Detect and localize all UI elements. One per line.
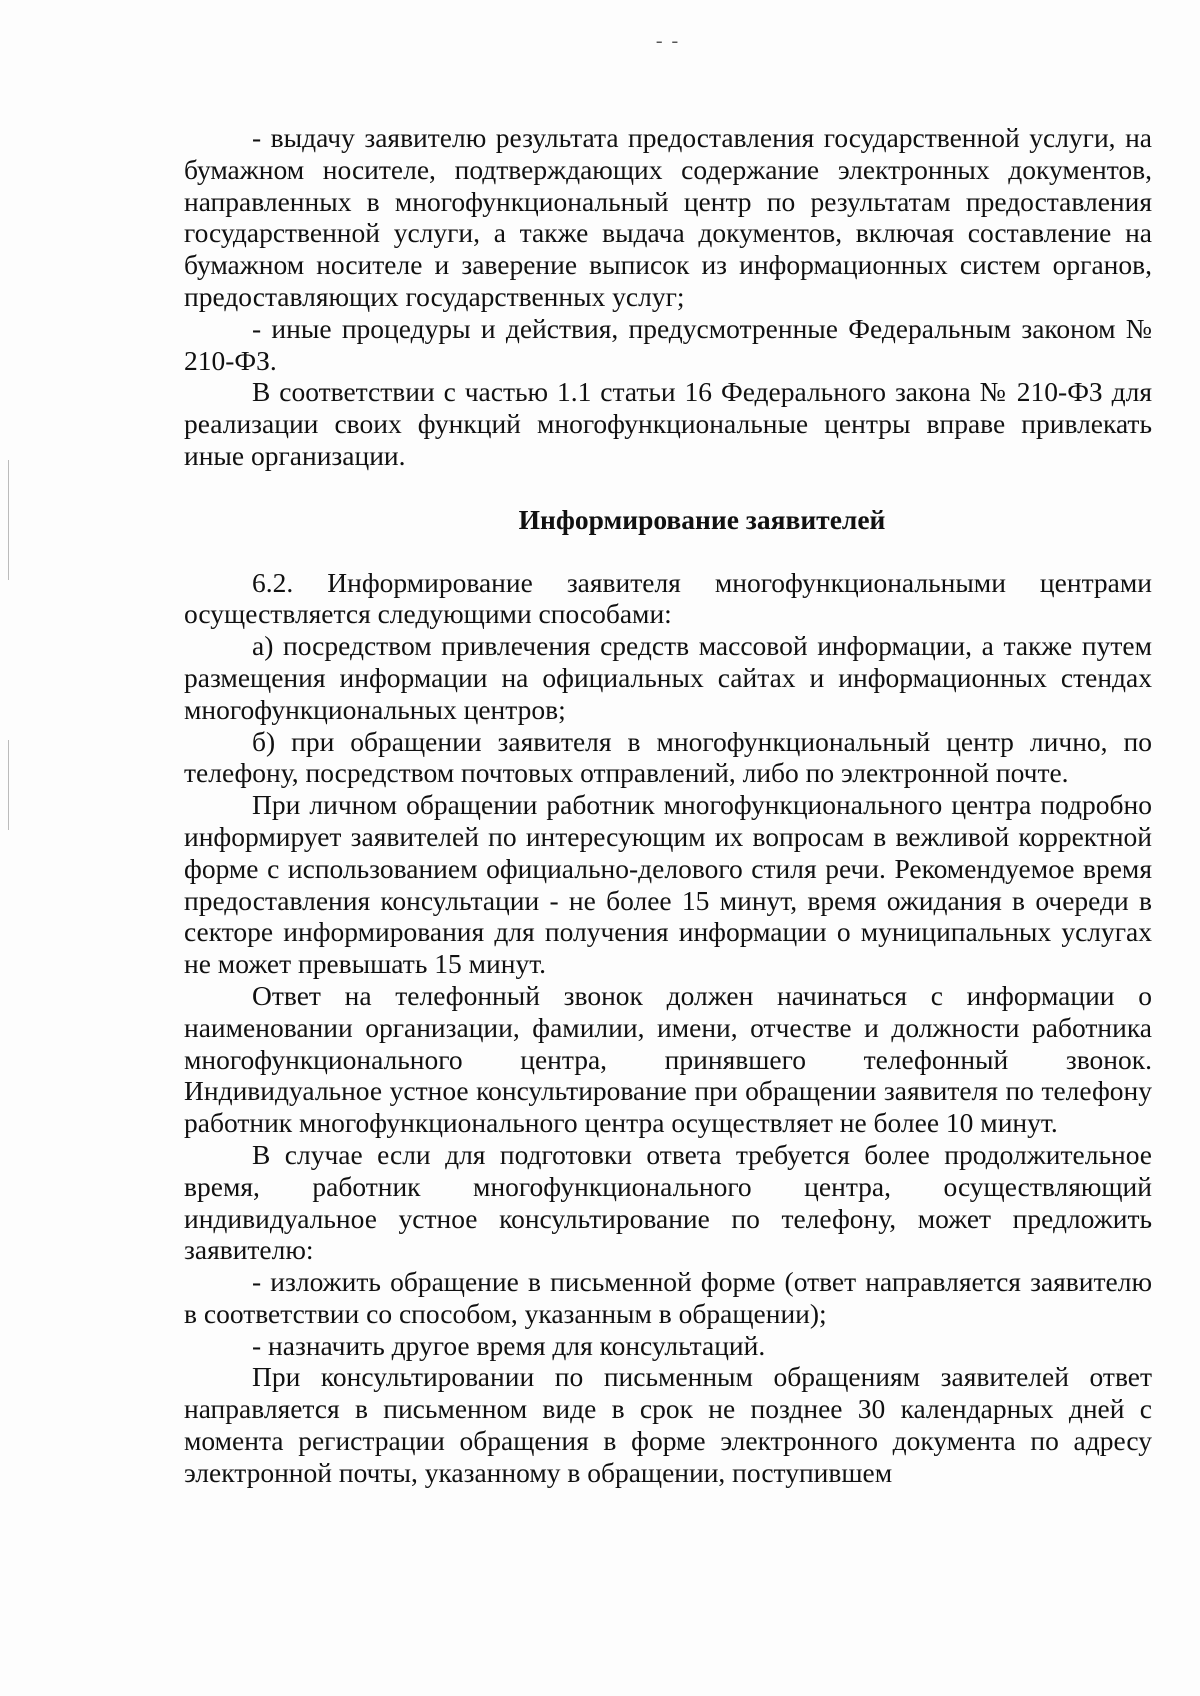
paragraph: а) посредством привлечения средств массовой информации, а также путем размещения информации на официальных сайтах и информационных стендах многофункциональных центров; — [184, 630, 1152, 725]
paragraph: - изложить обращение в письменной форме (ответ направляется заявителю в соответствии со способом, указанным в обращении); — [184, 1266, 1152, 1329]
spacer — [184, 536, 1152, 567]
section-heading: Информирование заявителей — [518, 503, 886, 535]
document-body — [184, 122, 1152, 1489]
paragraph: Ответ на телефонный звонок должен начинаться с информации о наименовании организации, фамилии, имени, отчестве и должности работника многофункционального центра, принявшего телефонный звонок. Индивидуальное устное консультирование при обращении заявителя по телефону работник многофункционального центра осуществляет не более 10 минут. — [184, 979, 1152, 1139]
paragraph: б) при обращении заявителя в многофункциональный центр лично, по телефону, посредством почтовых отправлений, либо по электронной почте. — [184, 725, 1152, 789]
page-number: - - — [655, 30, 681, 52]
paragraph: - выдачу заявителю результата предоставления государственной услуги, на бумажном носителе, подтверждающих содержание электронных документов, направленных в многофункциональный центр по результатам предоставления государственной услуги, а также выдача документов, включая составление на бумажном носителе и заверение выписок из информационных систем органов, предоставляющих государственных услуг; — [184, 122, 1152, 312]
spacer — [184, 472, 1152, 504]
paragraph: В случае если для подготовки ответа требуется более продолжительное время, работник многофункционального центра, осуществляющий индивидуальное устное консультирование по телефону, может предложить заявителю: — [184, 1138, 1152, 1266]
paragraph: В соответствии с частью 1.1 статьи 16 Федерального закона № 210-ФЗ для реализации своих функций многофункциональные центры вправе привлекать иные организации. — [184, 376, 1152, 471]
paragraph: - иные процедуры и действия, предусмотренные Федеральным законом № 210-ФЗ. — [184, 312, 1152, 376]
paragraph: 6.2. Информирование заявителя многофункциональными центрами осуществляется следующими способами: — [184, 566, 1152, 630]
paragraph: - назначить другое время для консультаций. — [252, 1329, 766, 1361]
paragraph: При консультировании по письменным обращениям заявителей ответ направляется в письменном виде в срок не позднее 30 календарных дней с момента регистрации обращения в форме электронного документа по адресу электронной почты, указанному в обращении, поступившем — [184, 1361, 1152, 1488]
scan-edge-mark — [8, 460, 9, 580]
paragraph: При личном обращении работник многофункционального центра подробно информирует заявителей по интересующим их вопросам в вежливой корректной форме с использованием официально-делового стиля речи. Рекомендуемое время предоставления консультации - не более 15 минут, время ожидания в очереди в секторе информирования для получения информации о муниципальных услугах не может превышать 15 минут. — [184, 789, 1152, 980]
scan-edge-mark — [8, 740, 9, 830]
